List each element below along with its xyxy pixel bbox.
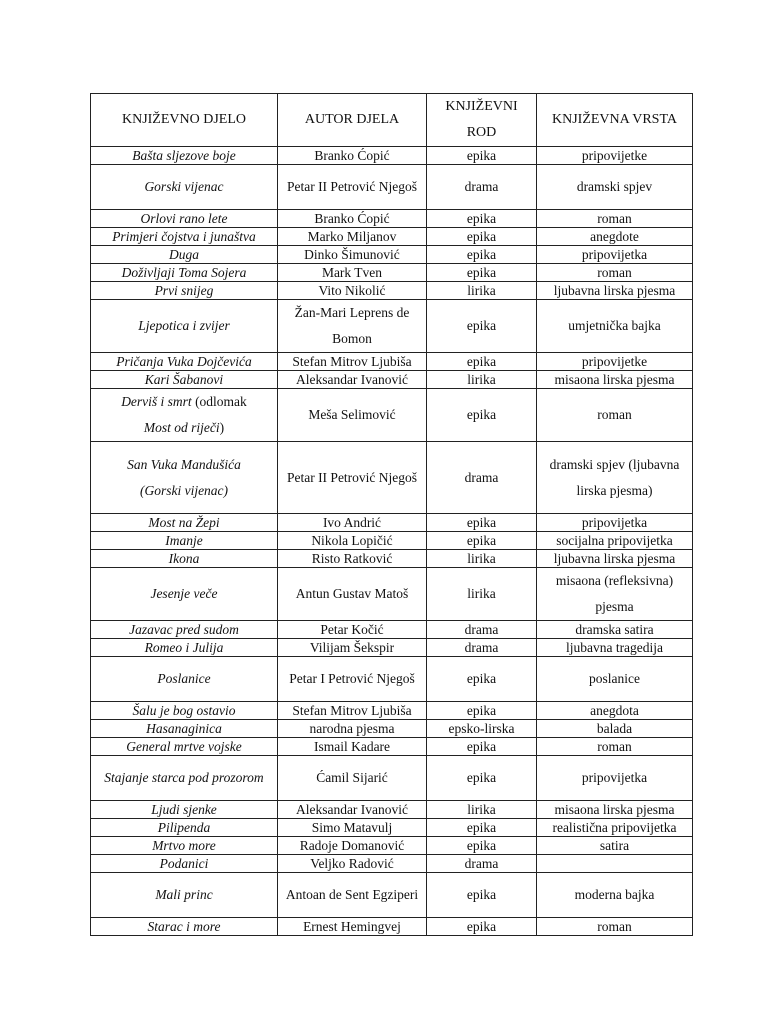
cell-genus: epika [427, 819, 537, 837]
table-row [91, 855, 693, 873]
cell-kind: umjetnička bajka [537, 300, 693, 353]
cell-author: Stefan Mitrov Ljubiša [278, 353, 427, 371]
cell-kind: ljubavna lirska pjesma [537, 550, 693, 568]
table-row [91, 621, 693, 639]
table-row [91, 837, 693, 855]
cell-kind: satira [537, 837, 693, 855]
cell-work: Ljudi sjenke [91, 801, 278, 819]
cell-work: Poslanice [91, 657, 278, 702]
cell-work: General mrtve vojske [91, 738, 278, 756]
cell-work: Orlovi rano lete [91, 210, 278, 228]
table-row [91, 568, 693, 621]
cell-kind: realistična pripovijetka [537, 819, 693, 837]
header-work: KNJIŽEVNO DJELO [91, 94, 278, 147]
cell-work-line2: (Gorski vijenac) [139, 482, 229, 498]
cell-kind: pripovijetke [537, 353, 693, 371]
cell-kind: roman [537, 210, 693, 228]
cell-kind: pripovijetka [537, 246, 693, 264]
table-row [91, 371, 693, 389]
cell-author: Ismail Kadare [278, 738, 427, 756]
cell-author: Antoan de Sent Egziperi [278, 873, 427, 918]
cell-author: Ivo Andrić [278, 514, 427, 532]
cell-genus: epika [427, 532, 537, 550]
table-row [91, 873, 693, 918]
cell-kind: anegdota [537, 702, 693, 720]
cell-work-line2: Most od riječi [143, 420, 220, 435]
cell-author: Aleksandar Ivanović [278, 801, 427, 819]
cell-kind: dramski spjev [537, 165, 693, 210]
header-kind: KNJIŽEVNA VRSTA [537, 94, 693, 147]
table-row [91, 702, 693, 720]
table-row [91, 514, 693, 532]
cell-genus: epika [427, 657, 537, 702]
cell-work: Šalu je bog ostavio [91, 702, 278, 720]
table-row [91, 210, 693, 228]
cell-work: Starac i more [91, 918, 278, 936]
table-row [91, 228, 693, 246]
cell-genus: drama [427, 855, 537, 873]
cell-work: Kari Šabanovi [91, 371, 278, 389]
cell-work: Bašta sljezove boje [91, 147, 278, 165]
cell-kind: roman [537, 918, 693, 936]
cell-kind: socijalna pripovijetka [537, 532, 693, 550]
literature-table [90, 93, 693, 936]
cell-work: Primjeri čojstva i junaštva [91, 228, 278, 246]
cell-genus: epika [427, 514, 537, 532]
cell-genus: drama [427, 442, 537, 514]
cell-author: narodna pjesma [278, 720, 427, 738]
table-row [91, 282, 693, 300]
table-row [91, 147, 693, 165]
cell-kind: dramski spjev (ljubavna lirska pjesma) [537, 442, 693, 514]
cell-work-close: ) [219, 420, 225, 435]
cell-author: Petar I Petrović Njegoš [278, 657, 427, 702]
table-row [91, 442, 693, 514]
cell-genus: epika [427, 210, 537, 228]
cell-genus: epika [427, 353, 537, 371]
table-row [91, 389, 693, 442]
cell-work: Jazavac pred sudom [91, 621, 278, 639]
table-row [91, 756, 693, 801]
cell-author: Risto Ratković [278, 550, 427, 568]
cell-author: Branko Ćopić [278, 210, 427, 228]
table-row [91, 720, 693, 738]
cell-author: Radoje Domanović [278, 837, 427, 855]
cell-author: Antun Gustav Matoš [278, 568, 427, 621]
cell-genus: epika [427, 837, 537, 855]
cell-author: Dinko Šimunović [278, 246, 427, 264]
cell-work: Duga [91, 246, 278, 264]
cell-kind: roman [537, 738, 693, 756]
cell-work: Podanici [91, 855, 278, 873]
cell-author: Ernest Hemingvej [278, 918, 427, 936]
table-row [91, 353, 693, 371]
cell-kind: dramska satira [537, 621, 693, 639]
cell-genus: epika [427, 756, 537, 801]
cell-work: Imanje [91, 532, 278, 550]
table-row [91, 738, 693, 756]
table-row [91, 264, 693, 282]
cell-kind: ljubavna tragedija [537, 639, 693, 657]
cell-author: Meša Selimović [278, 389, 427, 442]
cell-work-note: (odlomak [191, 394, 247, 409]
cell-kind: anegdote [537, 228, 693, 246]
cell-author: Aleksandar Ivanović [278, 371, 427, 389]
table-row [91, 801, 693, 819]
cell-kind: misaona (refleksivna) pjesma [537, 568, 693, 621]
cell-work: Stajanje starca pod prozorom [91, 756, 278, 801]
cell-genus: epika [427, 738, 537, 756]
cell-genus: epika [427, 702, 537, 720]
cell-author: Petar II Petrović Njegoš [278, 442, 427, 514]
cell-genus: lirika [427, 568, 537, 621]
cell-work [91, 442, 278, 514]
cell-genus: drama [427, 165, 537, 210]
table-row [91, 165, 693, 210]
header-genus: KNJIŽEVNI ROD [427, 94, 537, 147]
cell-kind: pripovijetke [537, 147, 693, 165]
cell-genus: lirika [427, 282, 537, 300]
table-row [91, 532, 693, 550]
cell-work: Mrtvo more [91, 837, 278, 855]
cell-work: Pričanja Vuka Dojčevića [91, 353, 278, 371]
cell-work: Gorski vijenac [91, 165, 278, 210]
cell-author: Žan-Mari Leprens de Bomon [278, 300, 427, 353]
cell-genus: epika [427, 389, 537, 442]
table-row [91, 819, 693, 837]
table-row [91, 300, 693, 353]
cell-genus: drama [427, 621, 537, 639]
cell-kind: roman [537, 389, 693, 442]
cell-kind: poslanice [537, 657, 693, 702]
cell-genus: epika [427, 873, 537, 918]
cell-author: Vito Nikolić [278, 282, 427, 300]
cell-author: Marko Miljanov [278, 228, 427, 246]
cell-work-title: San Vuka Mandušića [127, 456, 241, 472]
cell-genus: epika [427, 300, 537, 353]
cell-work: Mali princ [91, 873, 278, 918]
cell-genus: epika [427, 228, 537, 246]
cell-author: Petar Kočić [278, 621, 427, 639]
cell-work: Pilipenda [91, 819, 278, 837]
cell-work: Doživljaji Toma Sojera [91, 264, 278, 282]
cell-genus: lirika [427, 371, 537, 389]
cell-kind: misaona lirska pjesma [537, 371, 693, 389]
cell-author: Vilijam Šekspir [278, 639, 427, 657]
cell-work-title: Derviš i smrt [121, 394, 192, 409]
cell-kind: pripovijetka [537, 756, 693, 801]
cell-kind: misaona lirska pjesma [537, 801, 693, 819]
cell-author: Simo Matavulj [278, 819, 427, 837]
cell-work: Most na Žepi [91, 514, 278, 532]
cell-genus: epika [427, 147, 537, 165]
cell-kind: moderna bajka [537, 873, 693, 918]
cell-kind: ljubavna lirska pjesma [537, 282, 693, 300]
cell-author: Stefan Mitrov Ljubiša [278, 702, 427, 720]
cell-author: Petar II Petrović Njegoš [278, 165, 427, 210]
cell-kind [537, 855, 693, 873]
cell-author: Veljko Radović [278, 855, 427, 873]
cell-work: Jesenje veče [91, 568, 278, 621]
cell-work: Romeo i Julija [91, 639, 278, 657]
table-row [91, 918, 693, 936]
cell-author: Nikola Lopičić [278, 532, 427, 550]
cell-genus: epika [427, 918, 537, 936]
cell-genus: lirika [427, 801, 537, 819]
cell-work: Hasanaginica [91, 720, 278, 738]
cell-genus: lirika [427, 550, 537, 568]
header-row [91, 94, 693, 147]
cell-genus: epika [427, 264, 537, 282]
cell-author: Ćamil Sijarić [278, 756, 427, 801]
cell-genus: epsko-lirska [427, 720, 537, 738]
cell-author: Mark Tven [278, 264, 427, 282]
cell-author: Branko Ćopić [278, 147, 427, 165]
cell-kind: balada [537, 720, 693, 738]
cell-genus: epika [427, 246, 537, 264]
table-row [91, 550, 693, 568]
cell-kind: pripovijetka [537, 514, 693, 532]
table-row [91, 246, 693, 264]
cell-work: Ljepotica i zvijer [91, 300, 278, 353]
cell-work: Prvi snijeg [91, 282, 278, 300]
table-row [91, 657, 693, 702]
cell-kind: roman [537, 264, 693, 282]
cell-work [91, 389, 278, 442]
table-row [91, 639, 693, 657]
cell-genus: drama [427, 639, 537, 657]
cell-work: Ikona [91, 550, 278, 568]
header-author: AUTOR DJELA [278, 94, 427, 147]
